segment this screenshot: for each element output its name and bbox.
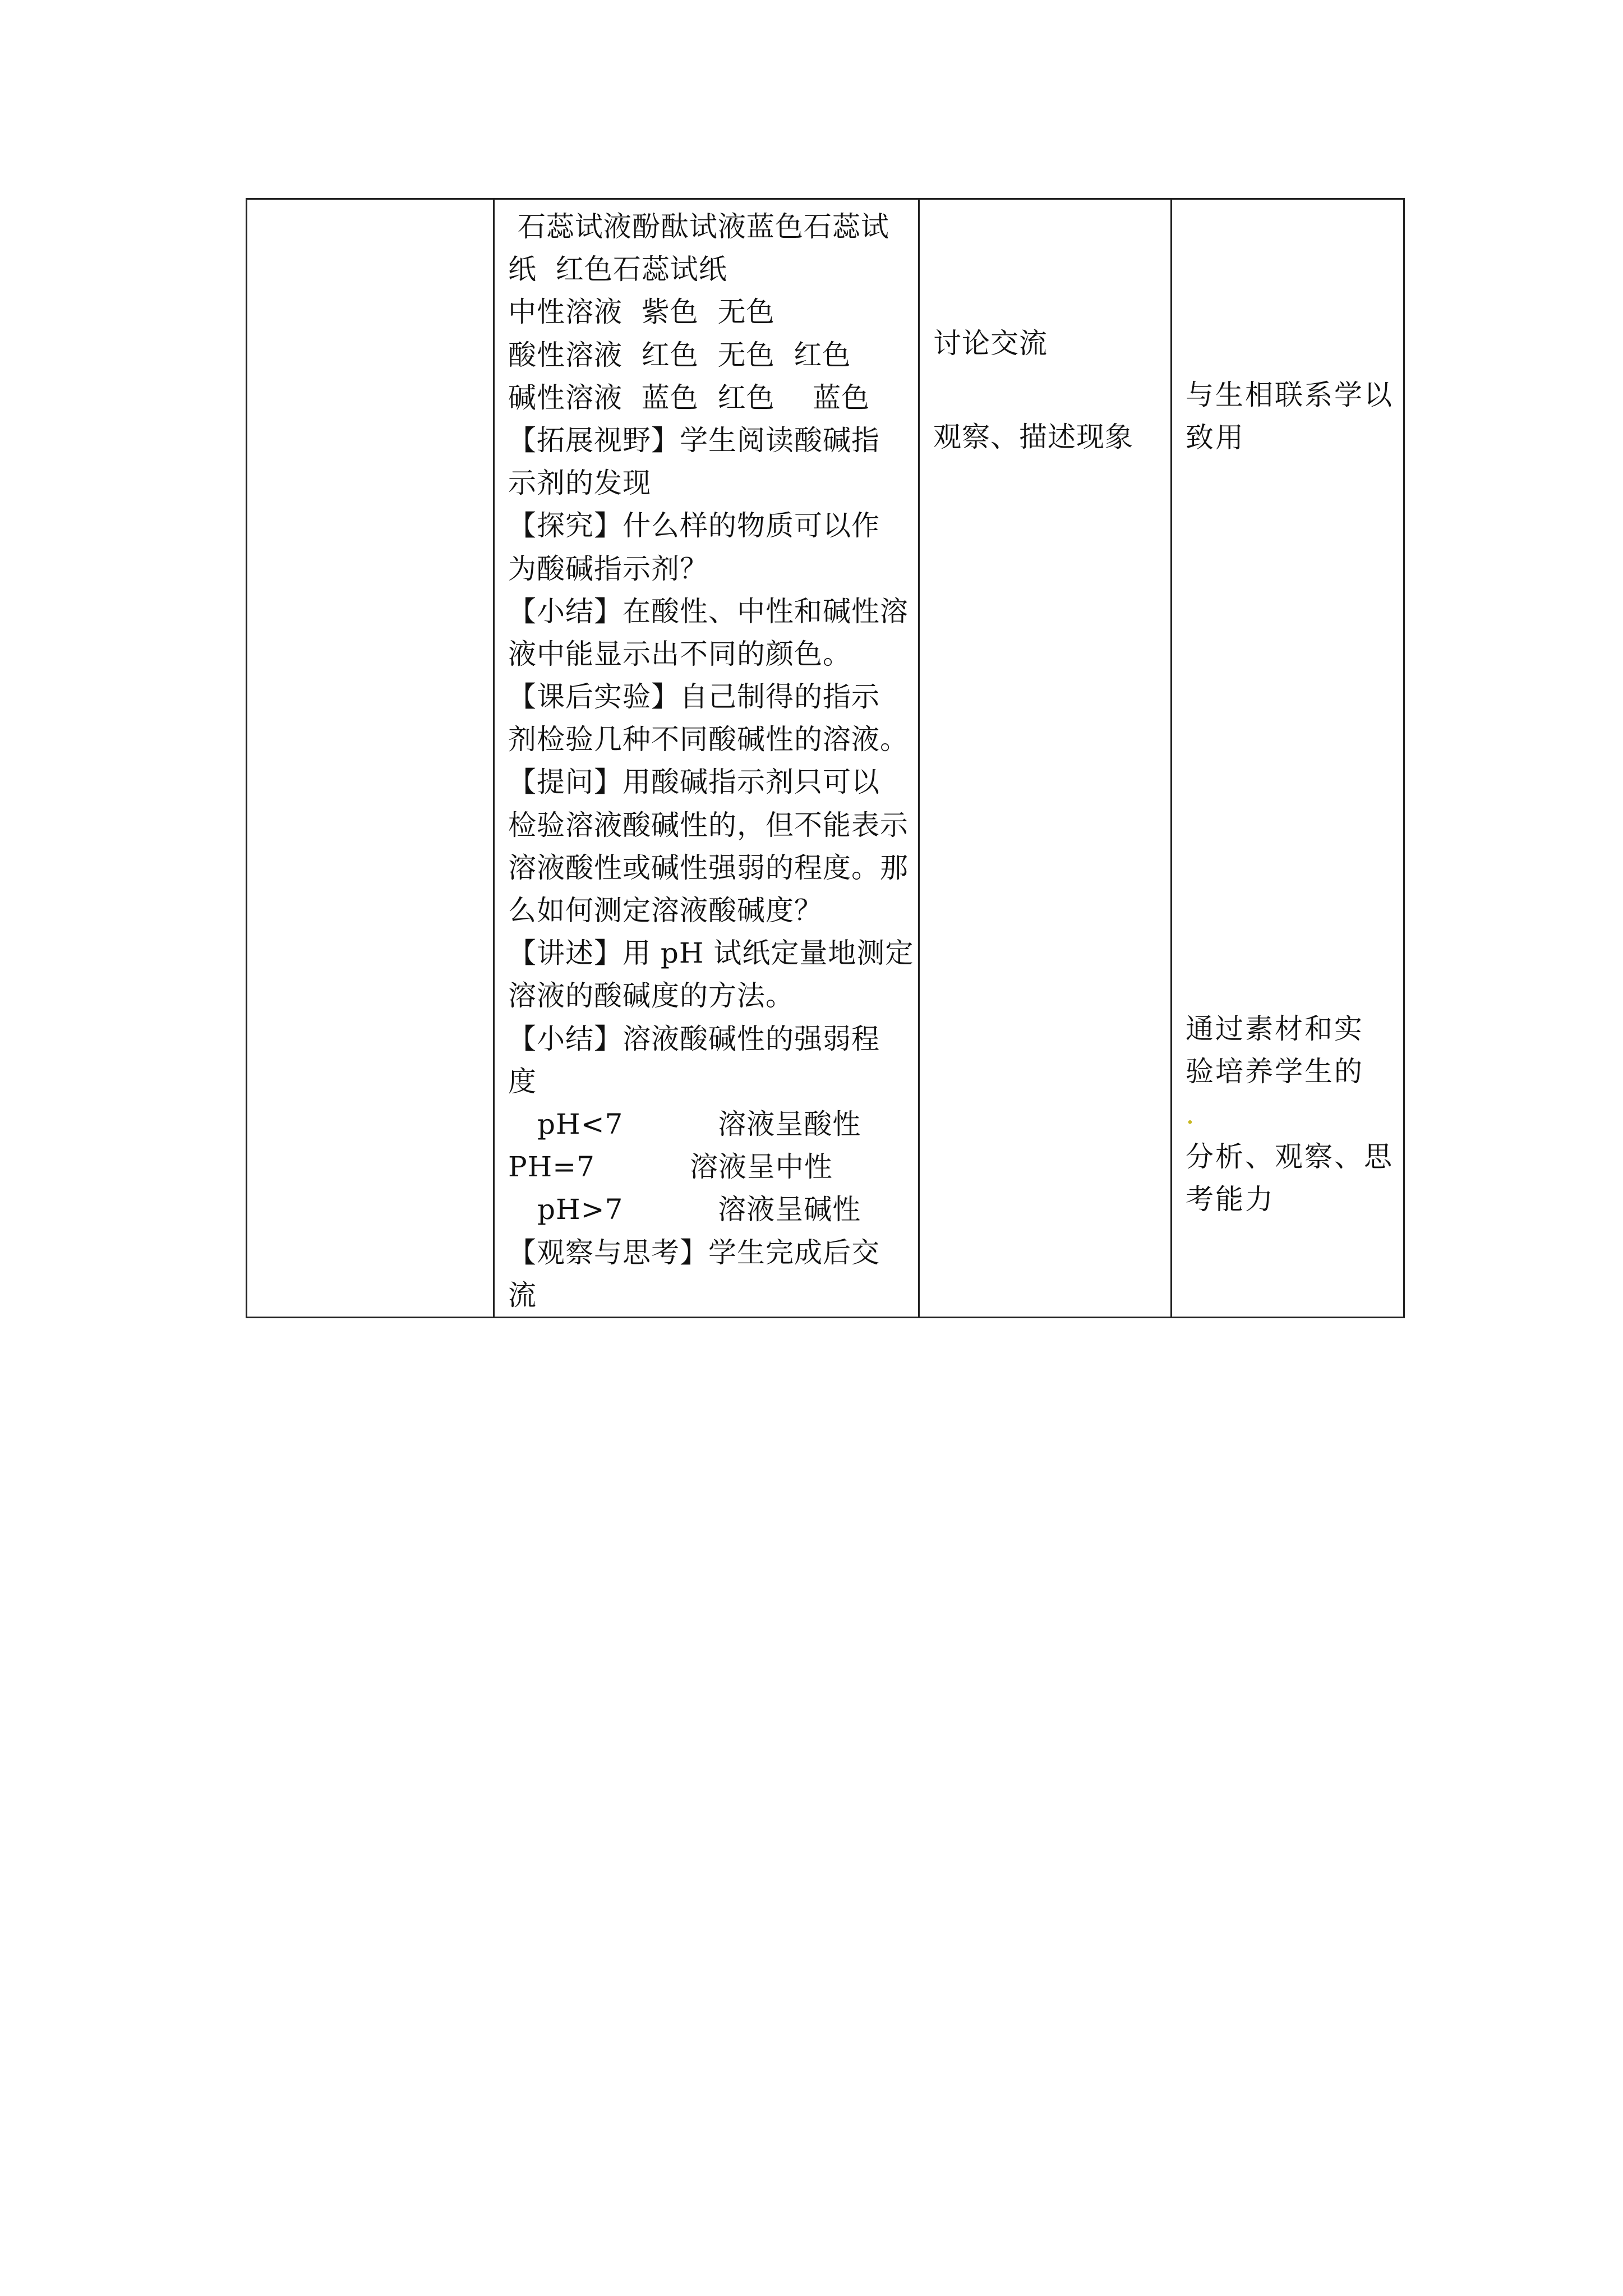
content-line: 【讲述】用 pH 试纸定量地测定 (508, 937, 914, 970)
design-intent-application (1186, 374, 1395, 459)
content-line: pH>7 溶液呈碱性 (537, 1193, 861, 1226)
design-intent-cell (1172, 199, 1404, 1318)
content-line: 碱性溶液 蓝色 红色 蓝色 (508, 381, 870, 414)
lesson-table (246, 198, 1405, 1318)
intent-line: 考能力 (1186, 1183, 1275, 1216)
intent-line-text: 验培养学生的 (1186, 1055, 1364, 1088)
content-line: 【拓展视野】学生阅读酸碱指 (508, 424, 880, 457)
student-activity-discuss: 讨论交流 (933, 327, 1048, 360)
teaching-content-cell (494, 199, 919, 1318)
content-line: 液中能显示出不同的颜色。 (508, 637, 851, 670)
content-line: 度 (508, 1065, 537, 1098)
content-line: 剂检验几种不同酸碱性的溶液。 (508, 723, 909, 756)
intent-line: 与生相联系学以 (1186, 379, 1394, 411)
student-activity-cell (919, 199, 1172, 1318)
content-line: 溶液的酸碱度的方法。 (508, 979, 794, 1013)
content-line: 为酸碱指示剂？ (508, 552, 708, 585)
student-activity-observe: 观察、描述现象 (933, 421, 1133, 453)
content-line: 【小结】溶液酸碱性的强弱程 (508, 1022, 880, 1055)
table-row (247, 199, 1404, 1318)
content-line: pH<7 溶液呈酸性 (537, 1107, 861, 1140)
intent-line: 分析、观察、思 (1186, 1140, 1394, 1173)
content-line: 【小结】在酸性、中性和碱性溶 (508, 595, 909, 628)
content-line: 示剂的发现 (508, 467, 651, 500)
content-line: 检验溶液酸碱性的，但不能表示 (508, 808, 909, 841)
blank-cell (247, 199, 494, 1318)
content-line: 【提问】用酸碱指示剂只可以 (508, 766, 880, 799)
mark-dot: . (1186, 1098, 1196, 1130)
intent-line (1186, 1050, 1395, 1135)
content-line: 石蕊试液酚酞试液蓝色石蕊试 (508, 210, 889, 243)
content-line: 【课后实验】自己制得的指示 (508, 680, 880, 714)
content-line: 中性溶液 紫色 无色 (508, 296, 775, 329)
content-line: 纸 红色石蕊试纸 (508, 253, 727, 286)
content-line: 溶液酸性或碱性强弱的程度。那 (508, 851, 909, 884)
teaching-content (495, 200, 918, 1317)
content-line: PH=7 溶液呈中性 (508, 1151, 833, 1184)
content-line: 流 (508, 1278, 537, 1312)
design-intent-ability (1186, 1007, 1395, 1221)
content-line: 酸性溶液 红色 无色 红色 (508, 338, 851, 371)
intent-line: 通过素材和实 (1186, 1013, 1364, 1045)
intent-line: 致用 (1186, 421, 1245, 454)
content-line: 【观察与思考】学生完成后交 (508, 1236, 880, 1269)
content-line: 【探究】什么样的物质可以作 (508, 509, 880, 542)
content-line: 么如何测定溶液酸碱度？ (508, 894, 823, 927)
